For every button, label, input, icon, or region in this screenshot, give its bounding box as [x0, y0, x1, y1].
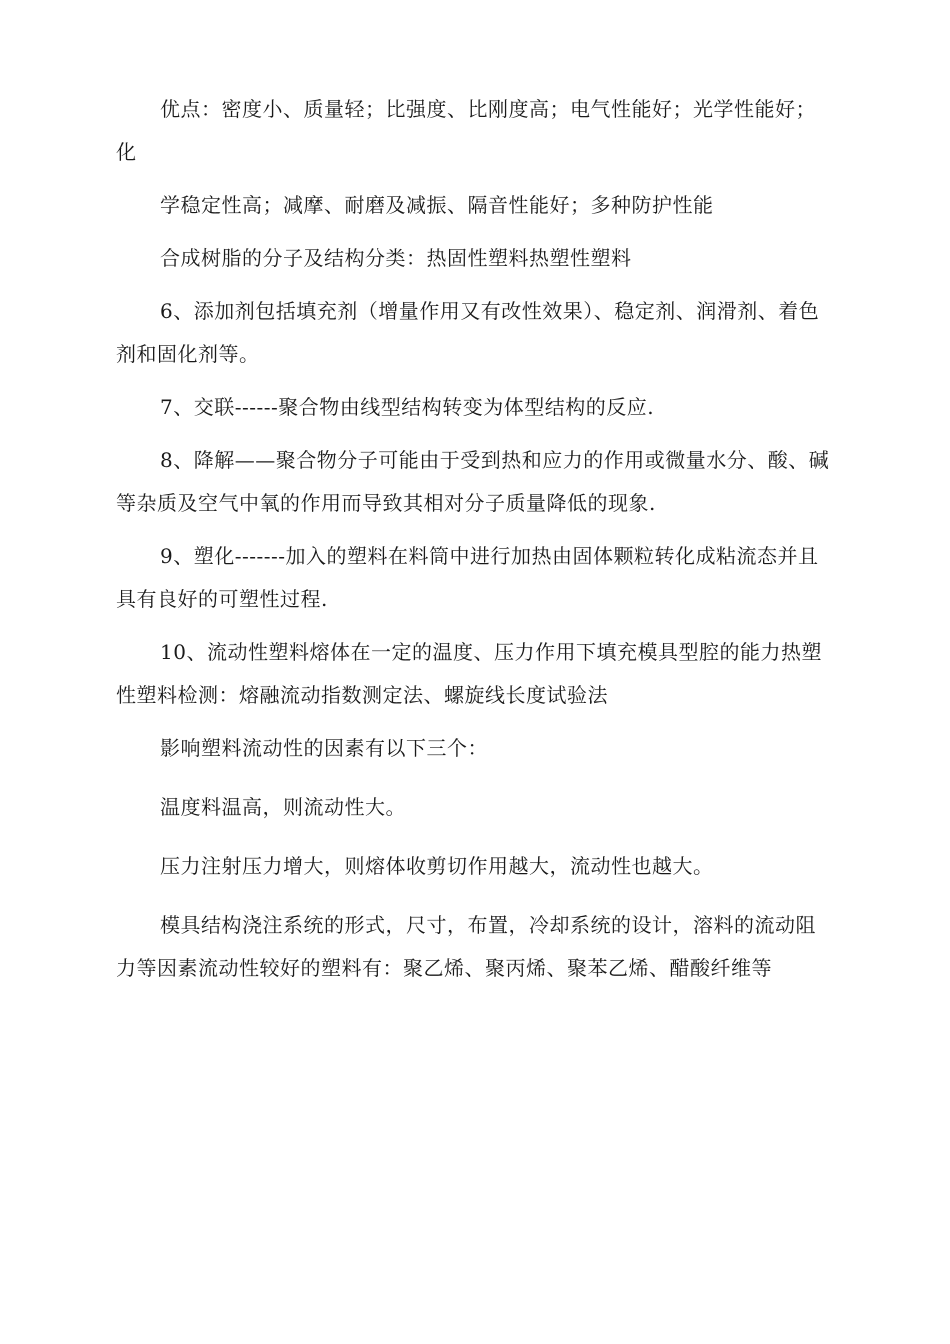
document-page	[116, 88, 836, 990]
paragraph-plasticizing: 9、塑化-------加入的塑料在料筒中进行加热由固体颗粒转化成粘流态并且具有良好的可塑性过程.	[116, 544, 819, 611]
paragraph-degradation: 8、降解——聚合物分子可能由于受到热和应力的作用或微量水分、酸、碱等杂质及空气中氧的作用而导致其相对分子质量降低的现象.	[116, 448, 830, 515]
paragraph-resin-classification: 合成树脂的分子及结构分类：热固性塑料热塑性塑料	[160, 246, 632, 270]
paragraph-advantages-cont: 学稳定性高；减摩、耐磨及减振、隔音性能好；多种防护性能	[160, 193, 714, 217]
paragraph-crosslinking: 7、交联------聚合物由线型结构转变为体型结构的反应.	[160, 395, 655, 419]
paragraph-fluidity-factors: 影响塑料流动性的因素有以下三个：	[160, 736, 488, 760]
paragraph-additives: 6、添加剂包括填充剂（增量作用又有改性效果）、稳定剂、润滑剂、着色剂和固化剂等。	[116, 299, 820, 366]
paragraph-advantages: 优点：密度小、质量轻；比强度、比刚度高；电气性能好；光学性能好；化	[116, 97, 816, 164]
paragraph-temperature: 温度料温高，则流动性大。	[160, 795, 406, 819]
paragraph-pressure: 压力注射压力增大，则熔体收剪切作用越大，流动性也越大。	[160, 854, 714, 878]
paragraph-fluidity: 10、流动性塑料熔体在一定的温度、压力作用下填充模具型腔的能力热塑性塑料检测：熔融流动指数测定法、螺旋线长度试验法	[116, 640, 822, 707]
paragraph-mold-structure: 模具结构浇注系统的形式，尺寸，布置，冷却系统的设计，溶料的流动阻力等因素流动性较好的塑料有：聚乙烯、聚丙烯、聚苯乙烯、醋酸纤维等	[116, 913, 816, 980]
